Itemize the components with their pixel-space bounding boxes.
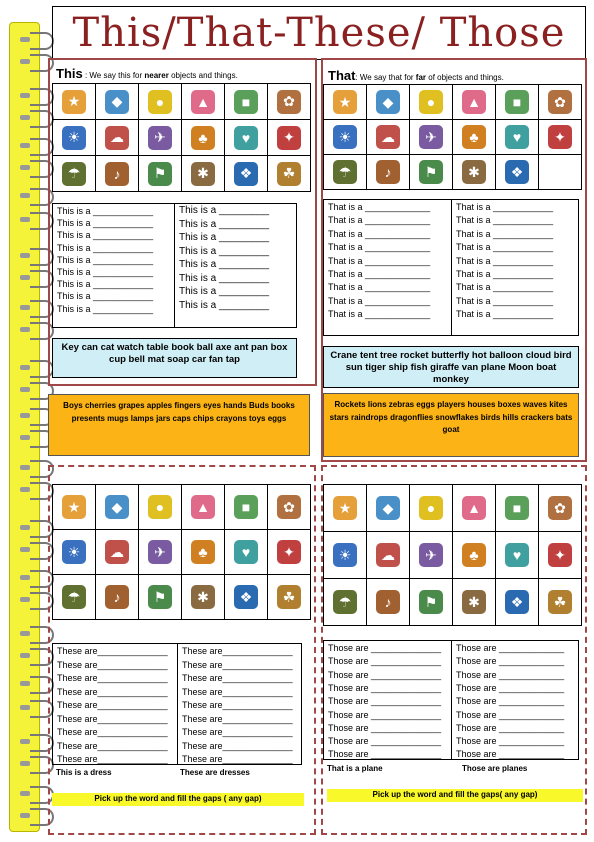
hands-icon: ■: [234, 495, 258, 519]
sentence-line: This is a _________: [179, 205, 270, 216]
those-sentence-table: [323, 640, 579, 760]
plane-icon: ▲: [462, 90, 486, 114]
sentence-line: These are______________: [182, 754, 293, 764]
chips-icon: ⚑: [148, 585, 172, 609]
sentence-line: This is a ____________: [57, 242, 154, 253]
picture-cell: [139, 485, 182, 530]
sentence-line: These are______________: [57, 754, 168, 764]
picture-cell: [496, 85, 539, 120]
van-icon: ■: [505, 90, 529, 114]
picture-cell: [410, 579, 453, 626]
watering-can-icon: ❖: [234, 162, 258, 186]
sentence-line: These are______________: [57, 659, 168, 670]
sentence-line: These are______________: [57, 646, 168, 656]
sentence-line: That is a _____________: [328, 202, 431, 212]
picture-cell: [539, 485, 582, 532]
guitar-icon: ✿: [277, 90, 301, 114]
sentence-line: This is a _________: [179, 299, 270, 311]
caps-icon: ♥: [234, 540, 258, 564]
picture-cell: [453, 85, 496, 120]
bananas-icon: ♪: [105, 585, 129, 609]
binder-ring-icon: [30, 32, 54, 50]
picture-cell: [324, 485, 367, 532]
picture-cell: [96, 156, 139, 192]
sentence-line: This is a ____________: [57, 254, 154, 265]
sentence-line: Those are _____________: [456, 709, 565, 720]
sentence-line: That is a _____________: [328, 282, 431, 293]
picture-cell: [225, 485, 268, 530]
ball-icon: ✦: [277, 126, 301, 150]
sentence-line: Those are _____________: [456, 749, 565, 760]
picture-cell: [268, 84, 311, 120]
picture-cell: [182, 530, 225, 575]
picture-cell: [225, 120, 268, 156]
these-right-column: [177, 644, 302, 764]
this-word-box: Key can cat watch table book ball axe ant pan box cup bell mat soap car fan tap: [52, 338, 297, 378]
sentence-line: These are______________: [57, 727, 168, 737]
sentence-line: This is a _________: [179, 259, 270, 270]
sentence-line: These are______________: [182, 740, 293, 751]
cloud-icon: ●: [419, 90, 443, 114]
picture-cell: [139, 156, 182, 192]
picture-cell: [453, 485, 496, 532]
sentence-line: These are______________: [182, 700, 293, 710]
page-title: This/That-These/ Those: [72, 10, 566, 56]
sentence-line: Those are _____________: [456, 643, 565, 653]
picture-cell: [410, 120, 453, 155]
spiders-icon: ♥: [505, 543, 529, 567]
picture-cell: [139, 575, 182, 620]
those-instruction: Pick up the word and fill the gaps( any gap): [327, 789, 583, 802]
picture-cell: [182, 84, 225, 120]
sentence-line: That is a ____________: [456, 228, 554, 239]
sentence-line: Those are _____________: [456, 656, 565, 667]
sentence-line: That is a ____________: [456, 282, 554, 293]
books-icon: ✈: [148, 540, 172, 564]
cup-icon: ✈: [148, 126, 172, 150]
sentence-line: Those are ______________: [328, 749, 442, 760]
that-picture-grid: [323, 84, 582, 190]
sentence-line: This is a ____________: [57, 206, 154, 216]
sentence-line: That is a ____________: [456, 295, 554, 306]
sentence-line: That is a ____________: [456, 215, 554, 226]
ant-icon: ♣: [191, 126, 215, 150]
picture-cell: [453, 155, 496, 190]
ship-icon: ☁: [376, 125, 400, 149]
sentence-line: This is a ____________: [57, 291, 154, 302]
sentence-line: Those are _____________: [456, 696, 565, 707]
picture-cell: [268, 120, 311, 156]
this-header: This : We say this for nearer objects and things.: [56, 66, 238, 81]
picture-cell: [410, 85, 453, 120]
sentence-line: Those are _____________: [456, 669, 565, 680]
dragonflies-icon: ✦: [548, 543, 572, 567]
buds-icon: ☁: [105, 540, 129, 564]
sentence-line: Those are ______________: [328, 722, 442, 733]
those-example-singular: That is a plane: [327, 764, 383, 773]
picture-cell: [453, 120, 496, 155]
picture-cell: [324, 579, 367, 626]
sentence-line: That is a ____________: [456, 269, 554, 279]
those-example-plural: Those are planes: [462, 764, 528, 773]
these-example-singular: This is a dress: [56, 768, 112, 777]
picture-cell: [410, 532, 453, 579]
picture-cell: [96, 530, 139, 575]
picture-cell: [139, 120, 182, 156]
this-keyword: This: [56, 66, 83, 81]
balloon-icon: ✦: [548, 125, 572, 149]
boxes-icon: ☀: [333, 543, 357, 567]
picture-cell: [410, 485, 453, 532]
squirrel-icon: ★: [333, 90, 357, 114]
key-icon: ☘: [277, 162, 301, 186]
sentence-line: These are______________: [57, 700, 168, 710]
picture-cell: [496, 155, 539, 190]
sentence-line: Those are _____________: [456, 722, 565, 733]
picture-cell: [182, 156, 225, 192]
tiger-icon: ✈: [419, 125, 443, 149]
picture-cell: [182, 575, 225, 620]
sentence-line: Those are ______________: [328, 696, 442, 707]
picture-cell: [539, 579, 582, 626]
these-example-plural: These are dresses: [180, 768, 250, 777]
sentence-line: That is a _____________: [328, 309, 431, 320]
sun-icon: ♣: [462, 125, 486, 149]
picture-cell: [324, 120, 367, 155]
those-right-column: [451, 641, 579, 759]
kites-icon: ✈: [419, 543, 443, 567]
sentence-line: This is a _________: [179, 272, 270, 284]
ice-cream-icon: ★: [62, 90, 86, 114]
picture-cell: [324, 85, 367, 120]
sentence-line: That is a ____________: [456, 309, 554, 320]
sentence-line: That is a _____________: [328, 242, 431, 253]
eyes-icon: ✿: [277, 495, 301, 519]
sentence-line: That is a ____________: [456, 202, 554, 212]
those-picture-grid: [323, 484, 582, 626]
picture-cell: [139, 530, 182, 575]
sentence-line: That is a _____________: [328, 255, 431, 266]
sentence-line: These are______________: [182, 659, 293, 670]
hills-icon: ⚑: [419, 590, 443, 614]
box-icon: ☀: [62, 126, 86, 150]
snowflakes-icon: ☂: [333, 590, 357, 614]
picture-cell: [53, 84, 96, 120]
picture-cell: [53, 485, 96, 530]
picture-cell: [96, 575, 139, 620]
picture-cell: [539, 85, 582, 120]
title-box: [52, 6, 586, 60]
picture-cell: [182, 485, 225, 530]
tree-icon: ⚑: [419, 160, 443, 184]
sentence-line: Those are ______________: [328, 736, 442, 747]
that-keyword: That: [328, 68, 356, 83]
butterfly-icon: ☂: [333, 160, 357, 184]
eggs-icon: ☘: [277, 585, 301, 609]
axe-icon: ♥: [234, 126, 258, 150]
picture-cell: [53, 120, 96, 156]
lamps-icon: ✦: [277, 540, 301, 564]
picture-cell: [453, 532, 496, 579]
table-icon: ♪: [105, 162, 129, 186]
table-cloth-icon: ■: [234, 90, 258, 114]
picture-cell: [367, 485, 410, 532]
picture-cell: [496, 120, 539, 155]
players-icon: ■: [505, 496, 529, 520]
mugs-icon: ☂: [62, 585, 86, 609]
picture-cell: [367, 85, 410, 120]
sentence-line: That is a _____________: [328, 215, 431, 226]
picture-cell: [324, 532, 367, 579]
this-sentence-table: [52, 203, 297, 328]
picture-cell: [367, 120, 410, 155]
toys-icon: ✱: [191, 585, 215, 609]
sentence-line: These are______________: [57, 713, 168, 724]
picture-cell: [139, 84, 182, 120]
cherries-icon: ◆: [105, 495, 129, 519]
fan-icon: ◆: [105, 90, 129, 114]
picture-cell: [539, 155, 582, 190]
sentence-line: These are______________: [182, 713, 293, 724]
taxi-icon: ●: [148, 90, 172, 114]
houses-icon: ✿: [548, 496, 572, 520]
sentence-line: This is a ____________: [57, 303, 154, 314]
picture-cell: [367, 579, 410, 626]
picture-cell: [496, 579, 539, 626]
sentence-line: This is a ____________: [57, 230, 154, 241]
these-sentence-table: [52, 643, 302, 765]
crayons-icon: ❖: [234, 585, 258, 609]
that-right-column: [451, 200, 579, 335]
sentence-line: This is a ____________: [57, 218, 154, 229]
those-left-column: [324, 641, 451, 759]
fish-icon: ☀: [333, 125, 357, 149]
sentence-line: That is a _____________: [328, 269, 431, 279]
picture-cell: [539, 532, 582, 579]
picture-cell: [225, 156, 268, 192]
sentence-line: Those are ______________: [328, 669, 442, 680]
picture-cell: [96, 84, 139, 120]
that-left-column: [324, 200, 451, 335]
sentence-line: Those are ______________: [328, 709, 442, 720]
picture-cell: [225, 530, 268, 575]
sentence-line: That is a ____________: [456, 242, 554, 253]
apples-icon: ●: [148, 495, 172, 519]
footprints-icon: ♪: [376, 590, 400, 614]
these-left-column: [53, 644, 177, 764]
this-picture-grid: [52, 83, 311, 192]
boys-icon: ★: [62, 495, 86, 519]
that-word-box: Crane tent tree rocket butterfly hot balloon cloud bird sun tiger ship fish giraffe van plane Moon boat monkey: [323, 346, 579, 388]
sentence-line: These are______________: [57, 686, 168, 697]
picture-cell: [96, 120, 139, 156]
soap-icon: ▲: [191, 90, 215, 114]
rocket-icon: ♪: [376, 160, 400, 184]
rockets-icon: ★: [333, 496, 357, 520]
bats-icon: ❖: [505, 590, 529, 614]
cloud-face-icon: ♥: [505, 125, 529, 149]
these-picture-grid: [52, 484, 311, 620]
goat-icon: ☘: [548, 590, 572, 614]
picture-cell: [453, 579, 496, 626]
hands-icon: ☀: [62, 540, 86, 564]
picture-cell: [367, 155, 410, 190]
lamp-icon: ☁: [105, 126, 129, 150]
picture-cell: [53, 575, 96, 620]
zebras-icon: ●: [419, 496, 443, 520]
picture-cell: [268, 485, 311, 530]
giraffe-icon: ✿: [548, 90, 572, 114]
sentence-line: Those are _____________: [456, 736, 565, 747]
pan-icon: ⚑: [148, 162, 172, 186]
sentence-line: These are______________: [57, 740, 168, 751]
jars-icon: ▲: [191, 495, 215, 519]
sentence-line: That is a _____________: [328, 295, 431, 306]
picture-cell: [268, 156, 311, 192]
book-icon: ☂: [62, 162, 86, 186]
sentence-line: That is a ____________: [456, 255, 554, 266]
picture-cell: [410, 155, 453, 190]
sentence-line: This is a _________: [179, 218, 270, 230]
picture-cell: [53, 156, 96, 192]
sentence-line: Those are ______________: [328, 643, 442, 653]
these-instruction: Pick up the word and fill the gaps ( any gap): [52, 793, 304, 806]
picture-cell: [496, 485, 539, 532]
picture-cell: [182, 120, 225, 156]
sentence-line: Those are _____________: [456, 682, 565, 693]
sentence-line: These are______________: [182, 673, 293, 683]
sentence-line: These are______________: [57, 673, 168, 683]
sentence-line: This is a _________: [179, 232, 270, 243]
eggs-nest-icon: ▲: [462, 496, 486, 520]
picture-cell: [496, 532, 539, 579]
sentence-line: This is a _________: [179, 245, 270, 257]
boat-icon: ◆: [376, 90, 400, 114]
that-header: That: We say that for far of objects and things.: [328, 68, 504, 83]
picture-cell: [53, 530, 96, 575]
picture-cell: [268, 530, 311, 575]
sentence-line: This is a _________: [179, 286, 270, 297]
fireworks-icon: ✱: [462, 590, 486, 614]
picture-cell: [324, 155, 367, 190]
sentence-line: These are______________: [182, 646, 293, 656]
lions-icon: ◆: [376, 496, 400, 520]
sentence-line: These are______________: [182, 686, 293, 697]
this-left-column: [53, 204, 174, 327]
sentence-line: That is a _____________: [328, 228, 431, 239]
crane-icon: ❖: [505, 160, 529, 184]
picture-cell: [96, 485, 139, 530]
this-right-column: [174, 204, 297, 327]
picture-cell: [268, 575, 311, 620]
these-word-box: Boys cherries grapes apples fingers eyes hands Buds books presents mugs lamps jars caps chips crayons toys eggs: [48, 394, 310, 456]
tent-icon: ✱: [462, 160, 486, 184]
that-sentence-table: [323, 199, 579, 336]
picture-cell: [539, 120, 582, 155]
sentence-line: Those are ______________: [328, 656, 442, 667]
cat-icon: ✱: [191, 162, 215, 186]
waves-icon: ☁: [376, 543, 400, 567]
sentence-line: This is a ____________: [57, 267, 154, 277]
those-word-box: Rockets lions zebras eggs players houses boxes waves kites stars raindrops dragonflies snowflakes birds hills crackers bats goat: [323, 393, 579, 457]
presents-icon: ♣: [191, 540, 215, 564]
picture-cell: [225, 84, 268, 120]
sentence-line: This is a ____________: [57, 279, 154, 290]
sentence-line: These are______________: [182, 727, 293, 737]
picture-cell: [367, 532, 410, 579]
stars-icon: ♣: [462, 543, 486, 567]
sentence-line: Those are ______________: [328, 682, 442, 693]
picture-cell: [225, 575, 268, 620]
